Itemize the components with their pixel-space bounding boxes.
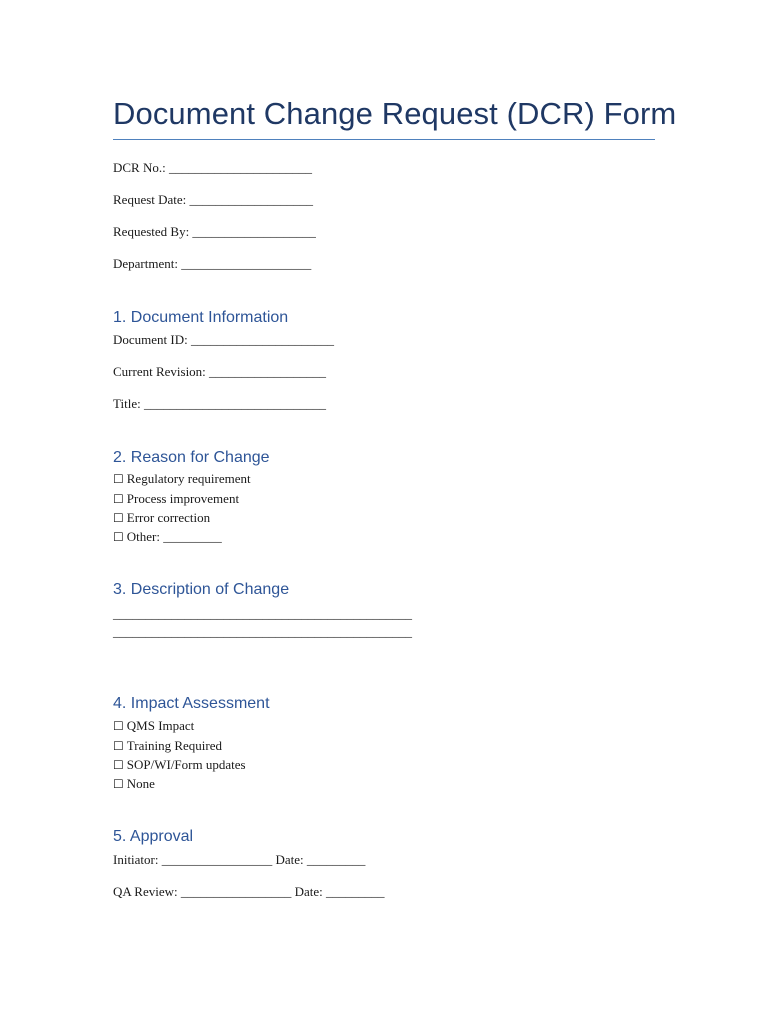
checkbox-item <box>113 529 222 545</box>
checkbox-label: SOP/WI/Form updates <box>126 757 246 772</box>
checkbox-item <box>113 510 210 526</box>
title-underline <box>113 139 655 140</box>
section-heading-document-information: 1. Document Information <box>113 309 289 326</box>
checkbox-item <box>113 491 239 507</box>
checkbox-label: None <box>126 776 155 791</box>
checkbox-icon: ☐ <box>113 777 124 791</box>
initiator-signature-line: Initiator: _________________ Date: _________ <box>113 852 366 867</box>
section-heading-impact-assessment: 4. Impact Assessment <box>113 695 270 712</box>
current-revision-field: Current Revision: __________________ <box>113 364 327 379</box>
section-heading-approval: 5. Approval <box>113 828 194 845</box>
checkbox-label: QMS Impact <box>126 718 195 733</box>
form-title: Document Change Request (DCR) Form <box>113 96 677 131</box>
checkbox-item <box>113 776 155 792</box>
request-date-field: Request Date: ___________________ <box>113 192 314 207</box>
checkbox-icon: ☐ <box>113 472 124 486</box>
dcr-number-field: DCR No.: ______________________ <box>113 160 312 175</box>
checkbox-icon: ☐ <box>113 719 124 733</box>
checkbox-item <box>113 718 194 734</box>
checkbox-label: Other: _________ <box>126 529 222 544</box>
checkbox-label: Process improvement <box>126 491 240 506</box>
department-field: Department: ____________________ <box>113 256 312 271</box>
qa-review-signature-line: QA Review: _________________ Date: _________ <box>113 884 385 899</box>
checkbox-item <box>113 738 222 754</box>
checkbox-label: Training Required <box>126 738 222 753</box>
checkbox-icon: ☐ <box>113 492 124 506</box>
checkbox-icon: ☐ <box>113 530 124 544</box>
section-heading-reason-for-change: 2. Reason for Change <box>113 449 270 466</box>
description-blank-line: ______________________________________________ <box>113 624 412 639</box>
checkbox-label: Error correction <box>126 510 211 525</box>
checkbox-icon: ☐ <box>113 739 124 753</box>
title-field: Title: ____________________________ <box>113 396 326 411</box>
description-blank-line: ______________________________________________ <box>113 606 412 621</box>
requested-by-field: Requested By: ___________________ <box>113 224 316 239</box>
checkbox-label: Regulatory requirement <box>126 471 251 486</box>
checkbox-icon: ☐ <box>113 758 124 772</box>
section-heading-description-of-change: 3. Description of Change <box>113 581 290 598</box>
document-id-field: Document ID: ______________________ <box>113 332 334 347</box>
checkbox-item <box>113 471 251 487</box>
checkbox-item <box>113 757 246 773</box>
checkbox-icon: ☐ <box>113 511 124 525</box>
